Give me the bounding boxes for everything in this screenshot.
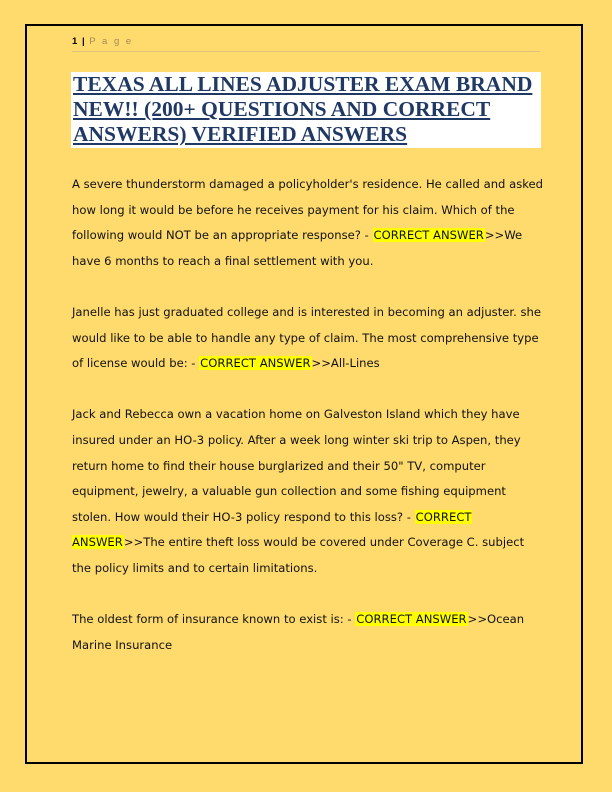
answer-text: >>Ocean Marine Insurance (72, 612, 525, 652)
page-number: 1 (72, 36, 78, 47)
qa-content (72, 172, 546, 684)
qa-item (72, 402, 546, 581)
page-header (72, 36, 540, 52)
qa-item (72, 172, 546, 274)
answer-text: >>All-Lines (311, 356, 380, 371)
question-text: The oldest form of insurance known to exist is: - (72, 612, 356, 627)
answer-text: >>We have 6 months to reach a final settlement with you. (72, 228, 523, 268)
correct-answer-tag: CORRECT ANSWER (200, 356, 311, 371)
question-text: A severe thunderstorm damaged a policyholder's residence. He called and asked how long it would be before he receives payment for his claim. Which of the following would NOT be an appropriate response? - (72, 177, 544, 243)
page-separator: | (81, 36, 85, 47)
question-text: Janelle has just graduated college and is interested in becoming an adjuster. she would like to be able to handle any type of claim. The most comprehensive type of license would be: - (72, 304, 541, 371)
qa-item (72, 607, 546, 658)
question-text: Jack and Rebecca own a vacation home on Galveston Island which they have insured under an HO-3 policy. After a week long winter ski trip to Aspen, they return home to find their house burglarized and their 50" TV, computer equipment, jewelry, a valuable gun collection and some fishing equipment stolen. How would their HO-3 policy respond to this loss? - (72, 407, 521, 524)
qa-item (72, 300, 546, 377)
document-title: TEXAS ALL LINES ADJUSTER EXAM BRAND NEW!! (200+ QUESTIONS AND CORRECT ANSWERS) VERIFIED ANSWERS (73, 72, 533, 146)
answer-text: >>The entire theft loss would be covered under Coverage C. subject the policy limits and to certain limitations. (72, 535, 525, 575)
correct-answer-tag: CORRECT ANSWER (373, 228, 484, 243)
page-label: P a g e (89, 36, 134, 47)
correct-answer-tag: CORRECT ANSWER (356, 612, 467, 627)
correct-answer-tag: CORRECT ANSWER (72, 509, 472, 550)
title-box (71, 72, 541, 148)
